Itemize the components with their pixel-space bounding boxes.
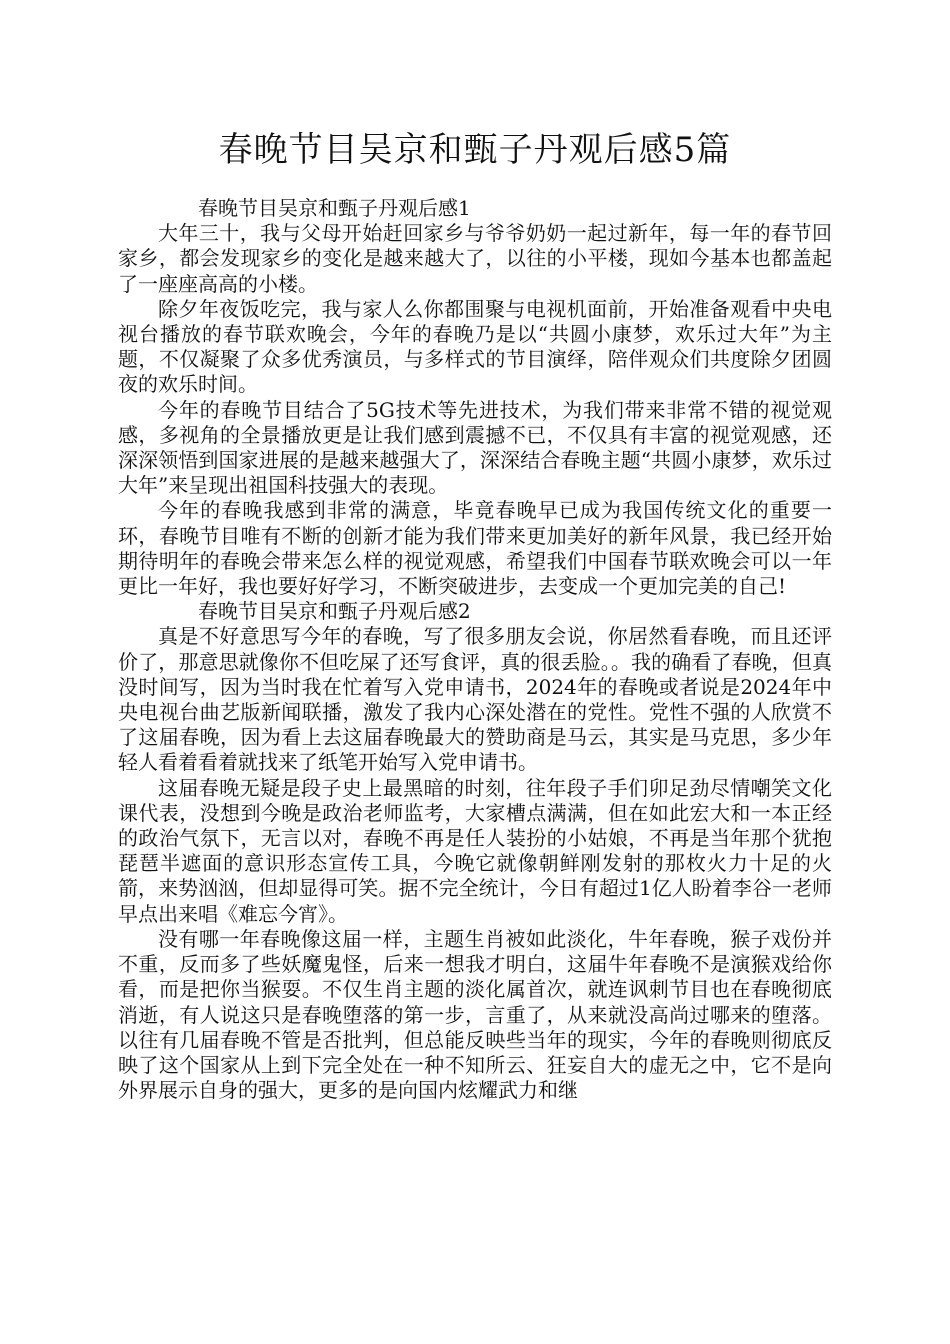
section-heading: 春晚节目吴京和甄子丹观后感1 xyxy=(198,196,471,220)
paragraph: 大年三十，我与父母开始赶回家乡与爷爷奶奶一起过新年，每一年的春节回家乡，都会发现家乡的变化是越来越大了，以往的小平楼，现如今基本也都盖起了一座座高高的小楼。 xyxy=(118,221,832,296)
section-heading: 春晚节目吴京和甄子丹观后感2 xyxy=(198,599,471,624)
paragraph: 今年的春晚我感到非常的满意，毕竟春晚早已成为我国传统文化的重要一环，春晚节目唯有不断的创新才能为我们带来更加美好的新年风景，我已经开始期待明年的春晚会带来怎么样的视觉观感，希望我们中国春节联欢晚会可以一年更比一年好，我也要好好学习，不断突破进步，去变成一个更加完美的自己! xyxy=(118,498,832,599)
document-title: 春晚节目吴京和甄子丹观后感5篇 xyxy=(218,130,732,170)
paragraph: 真是不好意思写今年的春晚，写了很多朋友会说，你居然看春晚，而且还评价了，那意思就像你不但吃屎了还写食评，真的很丢脸。。我的确看了春晚，但真没时间写，因为当时我在忙着写入党申请书，2024年的春晚或者说是2024年中央电视台曲艺版新闻联播，激发了我内心深处潜在的党性。党性不强的人欣赏不了这届春晚，因为看上去这届春晚最大的赞助商是马云，其实是马克思，多少年轻人看着看着就找来了纸笔开始写入党申请书。 xyxy=(118,624,832,775)
document-body xyxy=(118,196,832,1103)
paragraph: 今年的春晚节目结合了5G技术等先进技术，为我们带来非常不错的视觉观感，多视角的全景播放更是让我们感到震撼不已，不仅具有丰富的视觉观感，还深深领悟到国家进展的是越来越强大了，深深结合春晚主题“共圆小康梦，欢乐过大年”来呈现出祖国科技强大的表现。 xyxy=(118,397,832,498)
paragraph: 除夕年夜饭吃完，我与家人么你都围聚与电视机面前，开始准备观看中央电视台播放的春节联欢晚会，今年的春晚乃是以“共圆小康梦，欢乐过大年”为主题，不仅凝聚了众多优秀演员，与多样式的节目演绎，陪伴观众们共度除夕团圆夜的欢乐时间。 xyxy=(118,296,832,397)
paragraph: 没有哪一年春晚像这届一样，主题生肖被如此淡化，牛年春晚，猴子戏份并不重，反而多了些妖魔鬼怪，后来一想我才明白，这届牛年春晚不是演猴戏给你看，而是把你当猴耍。不仅生肖主题的淡化属首次，就连讽刺节目也在春晚彻底消逝，有人说这只是春晚堕落的第一步，言重了，从来就没高尚过哪来的堕落。以往有几届春晚不管是否批判，但总能反映些当年的现实，今年的春晚则彻底反映了这个国家从上到下完全处在一种不知所云、狂妄自大的虚无之中，它不是向外界展示自身的强大，更多的是向国内炫耀武力和继 xyxy=(118,926,832,1103)
paragraph: 这届春晚无疑是段子史上最黑暗的时刻，往年段子手们卯足劲尽情嘲笑文化课代表，没想到今晚是政治老师监考，大家槽点满满，但在如此宏大和一本正经的政治气氛下，无言以对，春晚不再是任人装扮的小姑娘，不再是当年那个犹抱琵琶半遮面的意识形态宣传工具，今晚它就像朝鲜刚发射的那枚火力十足的火箭，来势汹汹，但却显得可笑。据不完全统计，今日有超过1亿人盼着李谷一老师早点出来唱《难忘今宵》。 xyxy=(118,775,832,926)
